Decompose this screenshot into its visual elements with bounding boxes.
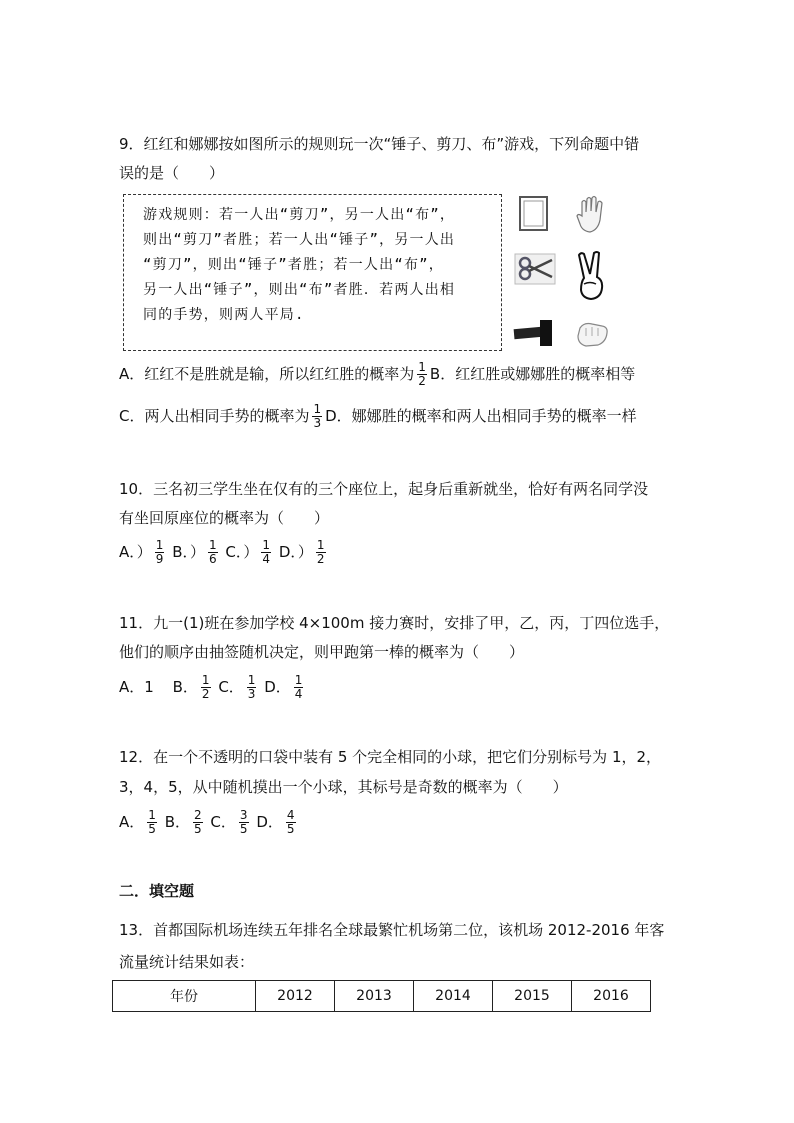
table-cell: 2014 — [414, 981, 493, 1012]
q10-stem-line2: 有坐回原座位的概率为（ ） — [119, 509, 330, 527]
q10-options — [119, 538, 329, 566]
q11-option-b: B． $\frac{1}{2}$ — [172, 673, 210, 701]
q9-stem-line2: 误的是（ ） — [119, 164, 225, 182]
table-cell: 2012 — [256, 981, 335, 1012]
rule-line-5: 同的手势，则两人平局. — [143, 307, 305, 323]
q9-option-a: A．红红不是胜就是输，所以红红胜的概率为 — [119, 365, 415, 383]
rule-line-1: 游戏规则：若一人出“剪刀”，另一人出“布”， — [143, 207, 456, 223]
fist-icon — [574, 318, 612, 350]
hammer-icon — [512, 316, 558, 350]
q10-option-d: D．） $\frac{1}{2}$ — [278, 538, 325, 566]
q9-option-d: D．娜娜胜的概率和两人出相同手势的概率一样 — [325, 407, 637, 425]
q12-option-a: A． $\frac{1}{5}$ — [119, 808, 156, 836]
q9-option-c: C．两人出相同手势的概率为 — [119, 407, 310, 425]
q11-stem-line1: 11．九一(1)班在参加学校 4×100m 接力赛时，安排了甲，乙，丙，丁四位选手， — [119, 614, 670, 632]
open-hand-icon — [574, 194, 610, 236]
fraction: $\frac{1}{2}$ — [418, 360, 426, 388]
q13-stem-line2: 流量统计结果如表： — [119, 953, 255, 971]
q10-option-c: C．） $\frac{1}{4}$ — [225, 538, 271, 566]
q9-options-ab — [119, 360, 635, 388]
q12-option-c: C． $\frac{3}{5}$ — [210, 808, 248, 836]
rule-line-4: 另一人出“锤子”，则出“布”者胜．若两人出相 — [143, 282, 456, 298]
q10-option-a: A．） $\frac{1}{9}$ — [119, 538, 164, 566]
paper-sheet-icon — [517, 194, 551, 234]
q12-option-b: B． $\frac{2}{5}$ — [164, 808, 202, 836]
q11-stem-line2: 他们的顺序由抽签随机决定，则甲跑第一棒的概率为（ ） — [119, 643, 525, 661]
q9-option-b: B．红红胜或娜娜胜的概率相等 — [429, 365, 636, 383]
table-cell: 2013 — [335, 981, 414, 1012]
q12-options — [119, 808, 299, 836]
rule-line-2: 则出“剪刀”者胜；若一人出“锤子”，另一人出 — [143, 232, 456, 248]
q12-stem-line1: 12．在一个不透明的口袋中装有 5 个完全相同的小球，把它们分别标号为 1，2， — [119, 748, 662, 766]
q12-option-d: D． $\frac{4}{5}$ — [256, 808, 295, 836]
scissors-icon — [514, 252, 556, 286]
q9-options-cd — [119, 402, 637, 430]
q11-option-a: A．1 — [119, 678, 154, 696]
table-row — [113, 981, 651, 1012]
section-title-fill-in: 二．填空题 — [119, 882, 195, 900]
q10-stem-line1: 10．三名初三学生坐在仅有的三个座位上，起身后重新就坐，恰好有两名同学没 — [119, 480, 649, 498]
q10-option-b: B．） $\frac{1}{6}$ — [172, 538, 217, 566]
q12-stem-line2: 3，4，5，从中随机摸出一个小球，其标号是奇数的概率为（ ） — [119, 778, 568, 796]
table-cell: 2016 — [572, 981, 651, 1012]
q11-option-c: C． $\frac{1}{3}$ — [218, 673, 256, 701]
q11-option-d: D． $\frac{1}{4}$ — [264, 673, 303, 701]
q11-options — [119, 673, 306, 701]
table-cell: 2015 — [493, 981, 572, 1012]
q9-stem-line1: 9．红红和娜娜按如图所示的规则玩一次“锤子、剪刀、布”游戏，下列命题中错 — [119, 135, 640, 153]
fraction: $\frac{1}{3}$ — [313, 402, 322, 430]
q13-stem-line1: 13．首都国际机场连续五年排名全球最繁忙机场第二位，该机场 2012-2016 年客 — [119, 921, 665, 939]
passenger-flow-table — [112, 980, 651, 1012]
table-header-year: 年份 — [113, 981, 256, 1012]
rule-line-3: “剪刀”，则出“锤子”者胜；若一人出“布”， — [143, 257, 444, 273]
victory-hand-icon — [575, 250, 609, 302]
